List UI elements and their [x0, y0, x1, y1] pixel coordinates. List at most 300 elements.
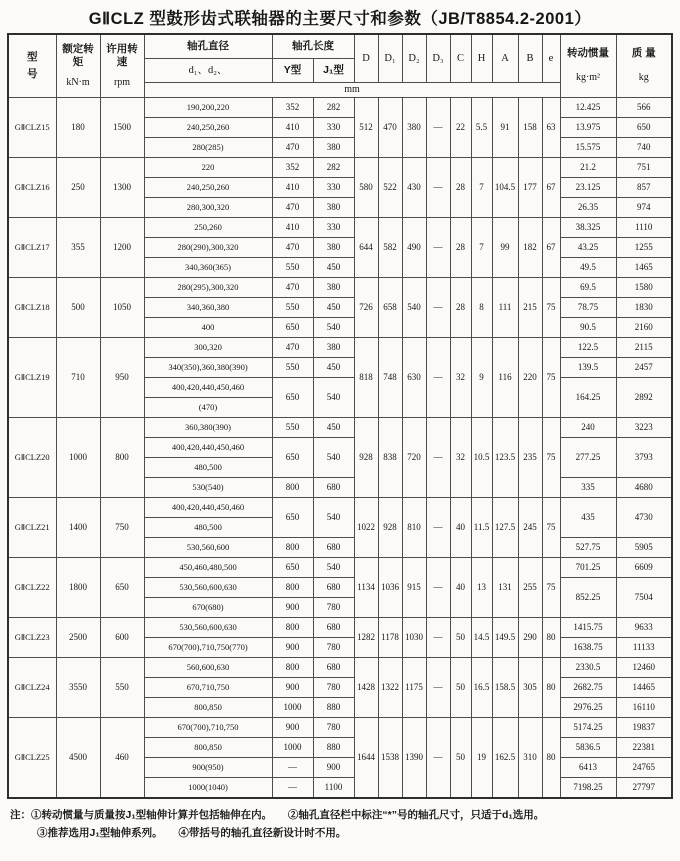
header-mm-unit: mm [144, 83, 560, 98]
inertia-cell: 15.575 [560, 138, 616, 158]
bore-diameter-cell: (470) [144, 398, 272, 418]
j1-length-cell: 780 [313, 718, 354, 738]
table-header [8, 34, 672, 98]
header-j1-type: J₁型 [313, 59, 354, 83]
header-speed: 许用转速 rpm [100, 34, 144, 98]
dim-cell-A: 131 [492, 558, 518, 618]
bore-diameter-cell: 280(290),300,320 [144, 238, 272, 258]
mass-cell: 11133 [616, 638, 672, 658]
y-length-cell: 800 [272, 478, 313, 498]
mass-cell: 7504 [616, 578, 672, 618]
dim-cell-C: 28 [450, 278, 471, 338]
model-cell: GⅡCLZ15 [8, 98, 56, 158]
bore-diameter-cell: 240,250,260 [144, 118, 272, 138]
dim-cell-D3: — [426, 618, 450, 658]
mass-cell: 4680 [616, 478, 672, 498]
footnote-line-1: 注：①转动惯量与质量按J₁型轴伸计算并包括轴伸在内。 ②轴孔直径栏中标注“*”号的轴孔尺寸，只适于d₁选用。 [10, 809, 545, 821]
inertia-cell: 2330.5 [560, 658, 616, 678]
y-length-cell: 470 [272, 238, 313, 258]
torque-cell: 2500 [56, 618, 100, 658]
inertia-cell: 43.25 [560, 238, 616, 258]
header-dim-C: C [450, 34, 471, 83]
model-cell: GⅡCLZ19 [8, 338, 56, 418]
y-length-cell: 900 [272, 678, 313, 698]
dim-cell-B: 290 [518, 618, 542, 658]
torque-cell: 710 [56, 338, 100, 418]
dim-cell-D2: 1175 [402, 658, 426, 718]
bore-diameter-cell: 280(285) [144, 138, 272, 158]
dim-cell-D: 726 [354, 278, 378, 338]
bore-diameter-cell: 340,360(365) [144, 258, 272, 278]
bore-diameter-cell: 560,600,630 [144, 658, 272, 678]
dim-cell-H: 19 [471, 718, 492, 799]
mass-cell: 12460 [616, 658, 672, 678]
dim-cell-A: 99 [492, 218, 518, 278]
dim-cell-B: 235 [518, 418, 542, 498]
header-dim-B: B [518, 34, 542, 83]
j1-length-cell: 380 [313, 238, 354, 258]
y-length-cell: 352 [272, 98, 313, 118]
inertia-cell: 7198.25 [560, 778, 616, 799]
bore-diameter-cell: 280(295),300,320 [144, 278, 272, 298]
torque-cell: 3550 [56, 658, 100, 718]
dim-cell-D2: 490 [402, 218, 426, 278]
inertia-cell: 12.425 [560, 98, 616, 118]
bore-diameter-cell: 670,710,750 [144, 678, 272, 698]
j1-length-cell: 540 [313, 558, 354, 578]
dim-cell-C: 22 [450, 98, 471, 158]
mass-cell: 9633 [616, 618, 672, 638]
dim-cell-D2: 430 [402, 158, 426, 218]
y-length-cell: 550 [272, 418, 313, 438]
dim-cell-D1: 928 [378, 498, 402, 558]
speed-cell: 800 [100, 418, 144, 498]
speed-cell: 1050 [100, 278, 144, 338]
dim-cell-B: 305 [518, 658, 542, 718]
spec-table [7, 33, 673, 799]
dim-cell-D3: — [426, 558, 450, 618]
dim-cell-e: 67 [542, 158, 560, 218]
inertia-cell: 139.5 [560, 358, 616, 378]
j1-length-cell: 880 [313, 698, 354, 718]
mass-cell: 24765 [616, 758, 672, 778]
inertia-cell: 21.2 [560, 158, 616, 178]
bore-diameter-cell: 300,320 [144, 338, 272, 358]
dim-cell-D1: 838 [378, 418, 402, 498]
bore-diameter-cell: 340,360,380 [144, 298, 272, 318]
dim-cell-D3: — [426, 418, 450, 498]
bore-diameter-cell: 480,500 [144, 458, 272, 478]
header-dim-D3: D₃ [426, 34, 450, 83]
mass-unit: kg [638, 72, 649, 84]
dim-cell-D2: 915 [402, 558, 426, 618]
inertia-cell: 90.5 [560, 318, 616, 338]
dim-cell-D1: 1178 [378, 618, 402, 658]
model-cell: GⅡCLZ23 [8, 618, 56, 658]
dim-cell-A: 158.5 [492, 658, 518, 718]
y-length-cell: 900 [272, 638, 313, 658]
dim-cell-D3: — [426, 338, 450, 418]
mass-cell: 4730 [616, 498, 672, 538]
inertia-cell: 852.25 [560, 578, 616, 618]
inertia-cell: 23.125 [560, 178, 616, 198]
speed-cell: 750 [100, 498, 144, 558]
speed-cell: 1500 [100, 98, 144, 158]
y-length-cell: 800 [272, 618, 313, 638]
bore-diameter-cell: 190,200,220 [144, 98, 272, 118]
dim-cell-D2: 810 [402, 498, 426, 558]
header-bore-diameter: 轴孔直径 [144, 34, 272, 59]
mass-cell: 974 [616, 198, 672, 218]
dim-cell-H: 7 [471, 218, 492, 278]
inertia-cell: 69.5 [560, 278, 616, 298]
y-length-cell: 650 [272, 498, 313, 538]
bore-diameter-cell: 400 [144, 318, 272, 338]
inertia-cell: 527.75 [560, 538, 616, 558]
y-length-cell: 470 [272, 338, 313, 358]
dim-cell-H: 8 [471, 278, 492, 338]
dim-cell-e: 75 [542, 418, 560, 498]
spec-row [8, 278, 672, 298]
spec-row [8, 338, 672, 358]
dim-cell-C: 32 [450, 338, 471, 418]
j1-length-cell: 680 [313, 658, 354, 678]
dim-cell-D: 1282 [354, 618, 378, 658]
dim-cell-B: 215 [518, 278, 542, 338]
dim-cell-D1: 658 [378, 278, 402, 338]
mass-cell: 14465 [616, 678, 672, 698]
mass-cell: 2457 [616, 358, 672, 378]
header-dim-H: H [471, 34, 492, 83]
dim-cell-C: 50 [450, 718, 471, 799]
dim-cell-D2: 540 [402, 278, 426, 338]
mass-cell: 2892 [616, 378, 672, 418]
inertia-cell: 5174.25 [560, 718, 616, 738]
dim-cell-D3: — [426, 98, 450, 158]
dim-cell-C: 40 [450, 558, 471, 618]
j1-length-cell: 1100 [313, 778, 354, 799]
dim-cell-D1: 522 [378, 158, 402, 218]
model-cell: GⅡCLZ17 [8, 218, 56, 278]
dim-cell-D: 1022 [354, 498, 378, 558]
dim-cell-H: 9 [471, 338, 492, 418]
inertia-cell: 2976.25 [560, 698, 616, 718]
bore-diameter-cell: 480,500 [144, 518, 272, 538]
y-length-cell: 900 [272, 598, 313, 618]
dim-cell-D: 1428 [354, 658, 378, 718]
model-cell: GⅡCLZ24 [8, 658, 56, 718]
y-length-cell: 410 [272, 118, 313, 138]
bore-diameter-cell: 240,250,260 [144, 178, 272, 198]
dim-cell-H: 11.5 [471, 498, 492, 558]
dim-cell-D3: — [426, 278, 450, 338]
dim-cell-D2: 1030 [402, 618, 426, 658]
y-length-cell: — [272, 758, 313, 778]
j1-length-cell: 680 [313, 578, 354, 598]
bore-diameter-cell: 280,300,320 [144, 198, 272, 218]
header-dim-D2: D₂ [402, 34, 426, 83]
y-length-cell: 410 [272, 178, 313, 198]
speed-cell: 600 [100, 618, 144, 658]
dim-cell-D1: 1036 [378, 558, 402, 618]
y-length-cell: 410 [272, 218, 313, 238]
model-cell: GⅡCLZ22 [8, 558, 56, 618]
dim-cell-D: 512 [354, 98, 378, 158]
bore-diameter-cell: 220 [144, 158, 272, 178]
model-cell: GⅡCLZ20 [8, 418, 56, 498]
dim-cell-H: 14.5 [471, 618, 492, 658]
j1-length-cell: 780 [313, 598, 354, 618]
y-length-cell: 550 [272, 298, 313, 318]
j1-length-cell: 880 [313, 738, 354, 758]
dim-cell-e: 67 [542, 218, 560, 278]
dim-cell-D3: — [426, 658, 450, 718]
inertia-cell: 38.325 [560, 218, 616, 238]
dim-cell-D: 928 [354, 418, 378, 498]
dim-cell-C: 50 [450, 658, 471, 718]
table-body [8, 98, 672, 799]
mass-cell: 19837 [616, 718, 672, 738]
mass-cell: 857 [616, 178, 672, 198]
j1-length-cell: 540 [313, 438, 354, 478]
speed-unit: rpm [113, 76, 131, 88]
bore-diameter-cell: 530,560,600 [144, 538, 272, 558]
footnotes [0, 799, 680, 843]
mass-cell: 1110 [616, 218, 672, 238]
header-dim-D: D [354, 34, 378, 83]
j1-length-cell: 540 [313, 318, 354, 338]
j1-length-cell: 450 [313, 358, 354, 378]
dim-cell-B: 255 [518, 558, 542, 618]
inertia-cell: 122.5 [560, 338, 616, 358]
mass-cell: 3223 [616, 418, 672, 438]
dim-cell-B: 245 [518, 498, 542, 558]
y-length-cell: 470 [272, 198, 313, 218]
dim-cell-H: 10.5 [471, 418, 492, 498]
bore-diameter-cell: 800,850 [144, 698, 272, 718]
mass-cell: 1580 [616, 278, 672, 298]
inertia-cell: 335 [560, 478, 616, 498]
dim-cell-D2: 1390 [402, 718, 426, 799]
y-length-cell: — [272, 778, 313, 799]
j1-length-cell: 680 [313, 538, 354, 558]
bore-diameter-cell: 530,560,600,630 [144, 618, 272, 638]
inertia-cell: 5836.5 [560, 738, 616, 758]
bore-diameter-cell: 670(700),710,750(770) [144, 638, 272, 658]
spec-row [8, 158, 672, 178]
bore-diameter-cell: 400,420,440,450,460 [144, 498, 272, 518]
j1-length-cell: 282 [313, 98, 354, 118]
inertia-cell: 1638.75 [560, 638, 616, 658]
dim-cell-D1: 1322 [378, 658, 402, 718]
footnote-line-2: ③推荐选用J₁型轴伸系列。 ④带括号的轴孔直径新设计时不用。 [37, 827, 347, 840]
dim-cell-C: 40 [450, 498, 471, 558]
dim-cell-A: 91 [492, 98, 518, 158]
header-bore-diameter-sub: d₁、d₂、 [144, 59, 272, 83]
dim-cell-D: 1134 [354, 558, 378, 618]
y-length-cell: 650 [272, 558, 313, 578]
inertia-cell: 13.975 [560, 118, 616, 138]
j1-length-cell: 380 [313, 338, 354, 358]
torque-cell: 180 [56, 98, 100, 158]
spec-row [8, 498, 672, 518]
j1-length-cell: 450 [313, 258, 354, 278]
torque-unit: kN·m [66, 76, 90, 88]
mass-cell: 740 [616, 138, 672, 158]
page-title: GⅡCLZ 型鼓形齿式联轴器的主要尺寸和参数（JB/T8854.2-2001） [88, 10, 592, 28]
dim-cell-D2: 630 [402, 338, 426, 418]
dim-cell-D: 580 [354, 158, 378, 218]
bore-diameter-cell: 250,260 [144, 218, 272, 238]
speed-cell: 1200 [100, 218, 144, 278]
dim-cell-B: 220 [518, 338, 542, 418]
torque-cell: 1000 [56, 418, 100, 498]
y-length-cell: 650 [272, 438, 313, 478]
model-cell: GⅡCLZ16 [8, 158, 56, 218]
bore-diameter-cell: 900(950) [144, 758, 272, 778]
dim-cell-e: 80 [542, 718, 560, 799]
j1-length-cell: 680 [313, 618, 354, 638]
dim-cell-D2: 720 [402, 418, 426, 498]
dim-cell-D3: — [426, 718, 450, 799]
dim-cell-e: 80 [542, 658, 560, 718]
dim-cell-D3: — [426, 498, 450, 558]
bore-diameter-cell: 530(540) [144, 478, 272, 498]
mass-cell: 566 [616, 98, 672, 118]
spec-row [8, 418, 672, 438]
inertia-cell: 701.25 [560, 558, 616, 578]
j1-length-cell: 380 [313, 278, 354, 298]
dim-cell-H: 7 [471, 158, 492, 218]
j1-length-cell: 282 [313, 158, 354, 178]
y-length-cell: 550 [272, 258, 313, 278]
inertia-cell: 78.75 [560, 298, 616, 318]
dim-cell-A: 162.5 [492, 718, 518, 799]
mass-cell: 751 [616, 158, 672, 178]
mass-cell: 2115 [616, 338, 672, 358]
spec-row [8, 98, 672, 118]
bore-diameter-cell: 1000(1040) [144, 778, 272, 799]
j1-length-cell: 780 [313, 678, 354, 698]
dim-cell-e: 80 [542, 618, 560, 658]
speed-cell: 550 [100, 658, 144, 718]
dim-cell-C: 28 [450, 218, 471, 278]
spec-row [8, 618, 672, 638]
model-cell: GⅡCLZ21 [8, 498, 56, 558]
inertia-cell: 277.25 [560, 438, 616, 478]
torque-cell: 500 [56, 278, 100, 338]
dim-cell-D: 644 [354, 218, 378, 278]
j1-length-cell: 680 [313, 478, 354, 498]
mass-cell: 1255 [616, 238, 672, 258]
torque-cell: 250 [56, 158, 100, 218]
dim-cell-e: 75 [542, 558, 560, 618]
dim-cell-e: 75 [542, 338, 560, 418]
j1-length-cell: 900 [313, 758, 354, 778]
speed-cell: 460 [100, 718, 144, 799]
j1-length-cell: 380 [313, 198, 354, 218]
dim-cell-D2: 380 [402, 98, 426, 158]
y-length-cell: 900 [272, 718, 313, 738]
dim-cell-B: 158 [518, 98, 542, 158]
header-torque: 额定转矩 kN·m [56, 34, 100, 98]
y-length-cell: 800 [272, 578, 313, 598]
y-length-cell: 800 [272, 538, 313, 558]
y-length-cell: 1000 [272, 698, 313, 718]
dim-cell-D: 818 [354, 338, 378, 418]
dim-cell-B: 310 [518, 718, 542, 799]
header-y-type: Y型 [272, 59, 313, 83]
inertia-cell: 435 [560, 498, 616, 538]
bore-diameter-cell: 450,460,480,500 [144, 558, 272, 578]
header-dim-D1: D₁ [378, 34, 402, 83]
dim-cell-D1: 748 [378, 338, 402, 418]
dim-cell-e: 75 [542, 498, 560, 558]
header-bore-length: 轴孔长度 [272, 34, 354, 59]
torque-cell: 1800 [56, 558, 100, 618]
bore-diameter-cell: 670(700),710,750 [144, 718, 272, 738]
j1-length-cell: 330 [313, 218, 354, 238]
torque-cell: 4500 [56, 718, 100, 799]
j1-length-cell: 450 [313, 418, 354, 438]
dim-cell-D3: — [426, 158, 450, 218]
spec-row [8, 658, 672, 678]
y-length-cell: 650 [272, 318, 313, 338]
spec-row [8, 558, 672, 578]
y-length-cell: 470 [272, 278, 313, 298]
mass-cell: 1465 [616, 258, 672, 278]
mass-cell: 1830 [616, 298, 672, 318]
spec-row [8, 718, 672, 738]
dim-cell-e: 75 [542, 278, 560, 338]
mass-cell: 2160 [616, 318, 672, 338]
mass-cell: 27797 [616, 778, 672, 799]
dim-cell-B: 177 [518, 158, 542, 218]
spec-row [8, 218, 672, 238]
mass-cell: 22381 [616, 738, 672, 758]
dim-cell-C: 50 [450, 618, 471, 658]
j1-length-cell: 780 [313, 638, 354, 658]
dim-cell-A: 127.5 [492, 498, 518, 558]
header-dim-A: A [492, 34, 518, 83]
y-length-cell: 650 [272, 378, 313, 418]
dim-cell-H: 13 [471, 558, 492, 618]
mass-cell: 5905 [616, 538, 672, 558]
y-length-cell: 352 [272, 158, 313, 178]
j1-length-cell: 540 [313, 498, 354, 538]
inertia-cell: 26.35 [560, 198, 616, 218]
dim-cell-A: 111 [492, 278, 518, 338]
torque-cell: 355 [56, 218, 100, 278]
model-cell: GⅡCLZ25 [8, 718, 56, 799]
j1-length-cell: 380 [313, 138, 354, 158]
j1-length-cell: 450 [313, 298, 354, 318]
speed-cell: 950 [100, 338, 144, 418]
j1-length-cell: 540 [313, 378, 354, 418]
y-length-cell: 800 [272, 658, 313, 678]
header-model: 型号 [8, 34, 56, 98]
dim-cell-D: 1644 [354, 718, 378, 799]
bore-diameter-cell: 360,380(390) [144, 418, 272, 438]
speed-cell: 1300 [100, 158, 144, 218]
inertia-cell: 164.25 [560, 378, 616, 418]
dim-cell-B: 182 [518, 218, 542, 278]
bore-diameter-cell: 670(680) [144, 598, 272, 618]
dim-cell-H: 16.5 [471, 658, 492, 718]
j1-length-cell: 330 [313, 118, 354, 138]
bore-diameter-cell: 340(350),360,380(390) [144, 358, 272, 378]
dim-cell-D1: 470 [378, 98, 402, 158]
